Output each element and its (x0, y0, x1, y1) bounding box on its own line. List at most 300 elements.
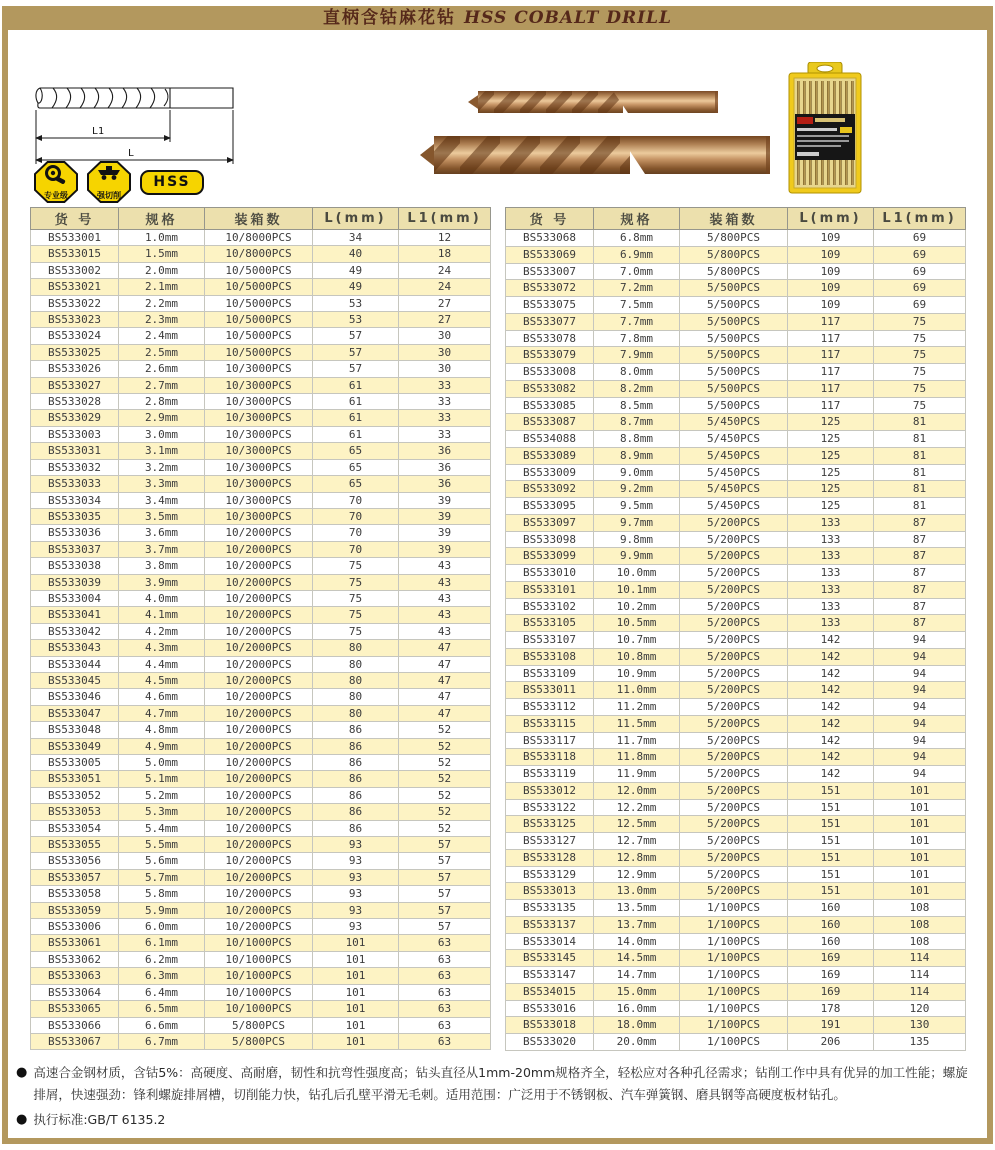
l1-mm-cell: 94 (874, 715, 966, 732)
pack-qty-cell: 10/2000PCS (205, 837, 313, 853)
pack-qty-cell: 5/800PCS (205, 1033, 313, 1049)
spec-cell: 10.5mm (594, 615, 680, 632)
spec-cell: 6.6mm (119, 1017, 205, 1033)
item-no-cell: BS533006 (31, 919, 119, 935)
pack-qty-cell: 10/3000PCS (205, 492, 313, 508)
pack-qty-cell: 1/100PCS (680, 1034, 788, 1051)
pack-qty-cell: 10/2000PCS (205, 623, 313, 639)
l-mm-cell: 40 (313, 246, 399, 262)
spec-cell: 6.3mm (119, 968, 205, 984)
spec-cell: 3.1mm (119, 443, 205, 459)
page-title-en: HSS COBALT DRILL (464, 8, 672, 28)
bullet-icon: ● (16, 1065, 28, 1080)
l-mm-cell: 133 (788, 581, 874, 598)
table-row (31, 771, 491, 787)
item-no-cell: BS533011 (506, 682, 594, 699)
item-no-cell: BS533122 (506, 799, 594, 816)
column-header: 货 号 (506, 208, 594, 230)
item-no-cell: BS533095 (506, 498, 594, 515)
spec-cell: 2.0mm (119, 262, 205, 278)
table-row (31, 312, 491, 328)
l1-mm-cell: 75 (874, 397, 966, 414)
pack-qty-cell: 10/2000PCS (205, 771, 313, 787)
drill-photo-small (468, 88, 723, 116)
item-no-cell: BS533003 (31, 426, 119, 442)
item-no-cell: BS533061 (31, 935, 119, 951)
l-mm-cell: 101 (313, 984, 399, 1000)
spec-cell: 2.3mm (119, 312, 205, 328)
l-mm-cell: 70 (313, 508, 399, 524)
l-mm-cell: 57 (313, 328, 399, 344)
item-no-cell: BS534015 (506, 983, 594, 1000)
pack-qty-cell: 10/2000PCS (205, 722, 313, 738)
l1-mm-cell: 63 (399, 1017, 491, 1033)
l-mm-cell: 86 (313, 771, 399, 787)
pack-qty-cell: 5/450PCS (680, 481, 788, 498)
spec-cell: 5.3mm (119, 804, 205, 820)
l-mm-cell: 65 (313, 459, 399, 475)
spec-cell: 3.3mm (119, 476, 205, 492)
l1-mm-cell: 114 (874, 967, 966, 984)
table-row (31, 525, 491, 541)
table-row (506, 799, 966, 816)
spec-cell: 5.4mm (119, 820, 205, 836)
l1-mm-cell: 75 (874, 380, 966, 397)
l-mm-cell: 61 (313, 426, 399, 442)
table-row (31, 705, 491, 721)
bullet-icon: ● (16, 1111, 28, 1127)
item-no-cell: BS533005 (31, 755, 119, 771)
table-row (506, 246, 966, 263)
item-no-cell: BS533039 (31, 574, 119, 590)
table-row (31, 689, 491, 705)
l1-mm-cell: 47 (399, 672, 491, 688)
l-mm-cell: 57 (313, 361, 399, 377)
spec-cell: 12.7mm (594, 833, 680, 850)
l-mm-cell: 117 (788, 330, 874, 347)
l1-mm-cell: 63 (399, 968, 491, 984)
table-row (506, 615, 966, 632)
pack-qty-cell: 5/500PCS (680, 347, 788, 364)
l-mm-cell: 80 (313, 705, 399, 721)
item-no-cell: BS533018 (506, 1017, 594, 1034)
l1-mm-cell: 101 (874, 816, 966, 833)
l1-mm-cell: 52 (399, 755, 491, 771)
table-row (31, 426, 491, 442)
spec-cell: 9.5mm (594, 498, 680, 515)
spec-cell: 5.1mm (119, 771, 205, 787)
table-row (506, 983, 966, 1000)
l1-mm-cell: 24 (399, 262, 491, 278)
l-mm-cell: 169 (788, 983, 874, 1000)
item-no-cell: BS533099 (506, 548, 594, 565)
item-no-cell: BS533119 (506, 766, 594, 783)
l1-mm-cell: 94 (874, 766, 966, 783)
item-no-cell: BS533035 (31, 508, 119, 524)
l1-mm-cell: 30 (399, 361, 491, 377)
item-no-cell: BS533109 (506, 665, 594, 682)
pack-qty-cell: 5/200PCS (680, 883, 788, 900)
table-row (506, 481, 966, 498)
table-row (31, 410, 491, 426)
item-no-cell: BS533062 (31, 951, 119, 967)
column-header: 规格 (119, 208, 205, 230)
spec-cell: 9.2mm (594, 481, 680, 498)
badge-professional (34, 161, 78, 203)
badge-label: 专业级 (44, 191, 68, 200)
l1-mm-cell: 36 (399, 443, 491, 459)
spec-cell: 3.5mm (119, 508, 205, 524)
spec-cell: 3.9mm (119, 574, 205, 590)
table-row (31, 919, 491, 935)
l-mm-cell: 80 (313, 672, 399, 688)
item-no-cell: BS533085 (506, 397, 594, 414)
l1-mm-cell: 101 (874, 883, 966, 900)
l1-mm-cell: 94 (874, 632, 966, 649)
table-row (506, 581, 966, 598)
l-mm-cell: 70 (313, 541, 399, 557)
pack-qty-cell: 10/2000PCS (205, 640, 313, 656)
table-row (506, 347, 966, 364)
table-row (31, 279, 491, 295)
pack-qty-cell: 10/2000PCS (205, 574, 313, 590)
table-row (31, 820, 491, 836)
pack-qty-cell: 5/200PCS (680, 699, 788, 716)
item-no-cell: BS533036 (31, 525, 119, 541)
item-no-cell: BS533054 (31, 820, 119, 836)
spec-table (505, 207, 966, 1051)
l-mm-cell: 125 (788, 481, 874, 498)
table-row (506, 364, 966, 381)
l-mm-cell: 61 (313, 394, 399, 410)
l1-mm-cell: 39 (399, 508, 491, 524)
l-mm-cell: 142 (788, 766, 874, 783)
spec-cell: 5.2mm (119, 787, 205, 803)
l-mm-cell: 117 (788, 347, 874, 364)
table-row (31, 262, 491, 278)
page-title-bar (2, 6, 993, 30)
pack-qty-cell: 5/200PCS (680, 548, 788, 565)
spec-cell: 4.5mm (119, 672, 205, 688)
pack-qty-cell: 10/1000PCS (205, 951, 313, 967)
pack-qty-cell: 1/100PCS (680, 950, 788, 967)
item-no-cell: BS533055 (31, 837, 119, 853)
item-no-cell: BS533009 (506, 464, 594, 481)
l1-mm-cell: 52 (399, 820, 491, 836)
spec-cell: 4.3mm (119, 640, 205, 656)
spec-cell: 8.7mm (594, 414, 680, 431)
pack-qty-cell: 10/2000PCS (205, 607, 313, 623)
l-mm-cell: 142 (788, 665, 874, 682)
l1-mm-cell: 87 (874, 615, 966, 632)
l-mm-cell: 93 (313, 853, 399, 869)
pack-qty-cell: 5/450PCS (680, 414, 788, 431)
table-row (506, 665, 966, 682)
l-mm-cell: 109 (788, 230, 874, 247)
l1-mm-cell: 130 (874, 1017, 966, 1034)
pack-qty-cell: 10/2000PCS (205, 804, 313, 820)
table-row (506, 498, 966, 515)
pack-qty-cell: 5/200PCS (680, 598, 788, 615)
spec-cell: 2.1mm (119, 279, 205, 295)
table-row (506, 866, 966, 883)
note-item (16, 1109, 974, 1131)
l1-mm-cell: 63 (399, 951, 491, 967)
l1-mm-cell: 57 (399, 837, 491, 853)
pack-qty-cell: 5/500PCS (680, 397, 788, 414)
l-mm-cell: 57 (313, 344, 399, 360)
item-no-cell: BS533147 (506, 967, 594, 984)
table-row (506, 916, 966, 933)
table-row (31, 672, 491, 688)
l1-mm-cell: 63 (399, 1033, 491, 1049)
item-no-cell: BS533034 (31, 492, 119, 508)
table-row (31, 935, 491, 951)
spec-cell: 16.0mm (594, 1000, 680, 1017)
dimension-lines (36, 110, 233, 164)
l1-mm-cell: 114 (874, 983, 966, 1000)
l-mm-cell: 133 (788, 615, 874, 632)
pack-qty-cell: 1/100PCS (680, 900, 788, 917)
item-no-cell: BS533125 (506, 816, 594, 833)
item-no-cell: BS533065 (31, 1001, 119, 1017)
l-mm-cell: 93 (313, 902, 399, 918)
pack-qty-cell: 5/500PCS (680, 313, 788, 330)
item-no-cell: BS533052 (31, 787, 119, 803)
l1-mm-cell: 101 (874, 782, 966, 799)
l1-mm-cell: 43 (399, 590, 491, 606)
table-row (506, 816, 966, 833)
column-header: 规格 (594, 208, 680, 230)
l-mm-cell: 109 (788, 263, 874, 280)
table-row (506, 397, 966, 414)
l-mm-cell: 142 (788, 715, 874, 732)
spec-cell: 2.5mm (119, 344, 205, 360)
l1-mm-cell: 52 (399, 787, 491, 803)
l1-mm-cell: 30 (399, 328, 491, 344)
l1-mm-cell: 27 (399, 295, 491, 311)
spec-cell: 11.9mm (594, 766, 680, 783)
item-no-cell: BS533015 (31, 246, 119, 262)
table-row (31, 656, 491, 672)
l-mm-cell: 191 (788, 1017, 874, 1034)
item-no-cell: BS533020 (506, 1034, 594, 1051)
l1-mm-cell: 94 (874, 648, 966, 665)
pack-qty-cell: 1/100PCS (680, 916, 788, 933)
l-mm-cell: 206 (788, 1034, 874, 1051)
item-no-cell: BS533077 (506, 313, 594, 330)
l-mm-cell: 65 (313, 443, 399, 459)
spec-cell: 2.7mm (119, 377, 205, 393)
item-no-cell: BS533004 (31, 590, 119, 606)
l-mm-cell: 101 (313, 951, 399, 967)
note-text: 执行标准:GB/T 6135.2 (33, 1111, 166, 1127)
table-row (31, 328, 491, 344)
spec-cell: 11.2mm (594, 699, 680, 716)
item-no-cell: BS533066 (31, 1017, 119, 1033)
l1-mm-cell: 75 (874, 347, 966, 364)
item-no-cell: BS533023 (31, 312, 119, 328)
l-mm-cell: 49 (313, 262, 399, 278)
item-no-cell: BS533033 (31, 476, 119, 492)
l1-mm-cell: 39 (399, 492, 491, 508)
l-mm-cell: 101 (313, 1017, 399, 1033)
pack-qty-cell: 10/2000PCS (205, 820, 313, 836)
pack-qty-cell: 5/200PCS (680, 632, 788, 649)
magnifier-icon (34, 164, 78, 186)
spec-cell: 2.6mm (119, 361, 205, 377)
l-mm-cell: 75 (313, 607, 399, 623)
spec-cell: 2.4mm (119, 328, 205, 344)
l1-mm-cell: 69 (874, 263, 966, 280)
pack-qty-cell: 10/3000PCS (205, 459, 313, 475)
table-row (31, 459, 491, 475)
pack-qty-cell: 10/3000PCS (205, 410, 313, 426)
l1-mm-cell: 94 (874, 732, 966, 749)
pack-qty-cell: 5/450PCS (680, 447, 788, 464)
l1-mm-cell: 81 (874, 481, 966, 498)
l1-mm-cell: 81 (874, 464, 966, 481)
l-mm-cell: 169 (788, 967, 874, 984)
table-row (506, 531, 966, 548)
item-no-cell: BS533013 (506, 883, 594, 900)
l1-mm-cell: 33 (399, 426, 491, 442)
spec-cell: 12.0mm (594, 782, 680, 799)
item-no-cell: BS533053 (31, 804, 119, 820)
l-mm-cell: 142 (788, 682, 874, 699)
l-mm-cell: 101 (313, 1033, 399, 1049)
spec-cell: 4.1mm (119, 607, 205, 623)
item-no-cell: BS533014 (506, 933, 594, 950)
dimension-label-l1: L1 (91, 126, 105, 137)
page-title-zh: 直柄含钴麻花钻 (323, 8, 457, 28)
spec-cell: 9.9mm (594, 548, 680, 565)
table-row (31, 1001, 491, 1017)
pack-qty-cell: 10/3000PCS (205, 394, 313, 410)
table-row (506, 447, 966, 464)
column-header: 装箱数 (205, 208, 313, 230)
table-row (31, 394, 491, 410)
item-no-cell: BS533007 (506, 263, 594, 280)
column-header: L1(mm) (874, 208, 966, 230)
spec-cell: 4.7mm (119, 705, 205, 721)
l1-mm-cell: 81 (874, 414, 966, 431)
l-mm-cell: 80 (313, 689, 399, 705)
pack-qty-cell: 10/5000PCS (205, 279, 313, 295)
item-no-cell: BS533026 (31, 361, 119, 377)
spec-cell: 8.2mm (594, 380, 680, 397)
l1-mm-cell: 69 (874, 280, 966, 297)
item-no-cell: BS533046 (31, 689, 119, 705)
column-header: 装箱数 (680, 208, 788, 230)
table-row (31, 869, 491, 885)
spec-cell: 11.7mm (594, 732, 680, 749)
column-header: L(mm) (313, 208, 399, 230)
item-no-cell: BS533069 (506, 246, 594, 263)
l-mm-cell: 151 (788, 782, 874, 799)
item-no-cell: BS533008 (506, 364, 594, 381)
l-mm-cell: 75 (313, 574, 399, 590)
l1-mm-cell: 87 (874, 531, 966, 548)
pack-qty-cell: 5/200PCS (680, 514, 788, 531)
l1-mm-cell: 81 (874, 431, 966, 448)
pack-qty-cell: 10/2000PCS (205, 672, 313, 688)
spec-cell: 13.7mm (594, 916, 680, 933)
spec-cell: 4.4mm (119, 656, 205, 672)
table-row (506, 565, 966, 582)
spec-cell: 8.0mm (594, 364, 680, 381)
spec-cell: 3.6mm (119, 525, 205, 541)
l1-mm-cell: 63 (399, 1001, 491, 1017)
l-mm-cell: 93 (313, 869, 399, 885)
l-mm-cell: 86 (313, 787, 399, 803)
package-label (795, 114, 855, 160)
l1-mm-cell: 39 (399, 525, 491, 541)
item-no-cell: BS533016 (506, 1000, 594, 1017)
l1-mm-cell: 135 (874, 1034, 966, 1051)
spec-cell: 11.8mm (594, 749, 680, 766)
spec-cell: 6.2mm (119, 951, 205, 967)
table-row (31, 1033, 491, 1049)
spec-cell: 13.0mm (594, 883, 680, 900)
spec-cell: 14.7mm (594, 967, 680, 984)
item-no-cell: BS533092 (506, 481, 594, 498)
column-header: L(mm) (788, 208, 874, 230)
pack-qty-cell: 5/200PCS (680, 565, 788, 582)
item-no-cell: BS533108 (506, 648, 594, 665)
pack-qty-cell: 5/450PCS (680, 498, 788, 515)
l1-mm-cell: 47 (399, 689, 491, 705)
l1-mm-cell: 33 (399, 394, 491, 410)
table-row (506, 380, 966, 397)
spec-cell: 3.8mm (119, 558, 205, 574)
table-row (506, 849, 966, 866)
l1-mm-cell: 36 (399, 476, 491, 492)
table-row (31, 377, 491, 393)
spec-cell: 7.5mm (594, 297, 680, 314)
spec-cell: 12.5mm (594, 816, 680, 833)
l1-mm-cell: 81 (874, 498, 966, 515)
spec-cell: 9.0mm (594, 464, 680, 481)
l1-mm-cell: 94 (874, 665, 966, 682)
pack-qty-cell: 10/1000PCS (205, 935, 313, 951)
note-item (16, 1062, 974, 1107)
l1-mm-cell: 108 (874, 916, 966, 933)
l1-mm-cell: 87 (874, 514, 966, 531)
item-no-cell: BS533001 (31, 230, 119, 246)
table-row (506, 230, 966, 247)
spec-cell: 4.2mm (119, 623, 205, 639)
table-row (506, 263, 966, 280)
l-mm-cell: 109 (788, 297, 874, 314)
item-no-cell: BS533012 (506, 782, 594, 799)
l1-mm-cell: 43 (399, 574, 491, 590)
table-row (31, 837, 491, 853)
l1-mm-cell: 57 (399, 853, 491, 869)
pack-qty-cell: 10/2000PCS (205, 738, 313, 754)
pack-qty-cell: 1/100PCS (680, 967, 788, 984)
table-row (31, 1017, 491, 1033)
table-row (506, 699, 966, 716)
table-row (506, 313, 966, 330)
drill-outline-icon (36, 88, 233, 108)
pack-qty-cell: 10/2000PCS (205, 590, 313, 606)
item-no-cell: BS533048 (31, 722, 119, 738)
item-no-cell: BS534088 (506, 431, 594, 448)
pack-qty-cell: 10/1000PCS (205, 984, 313, 1000)
table-row (31, 295, 491, 311)
item-no-cell: BS533064 (31, 984, 119, 1000)
